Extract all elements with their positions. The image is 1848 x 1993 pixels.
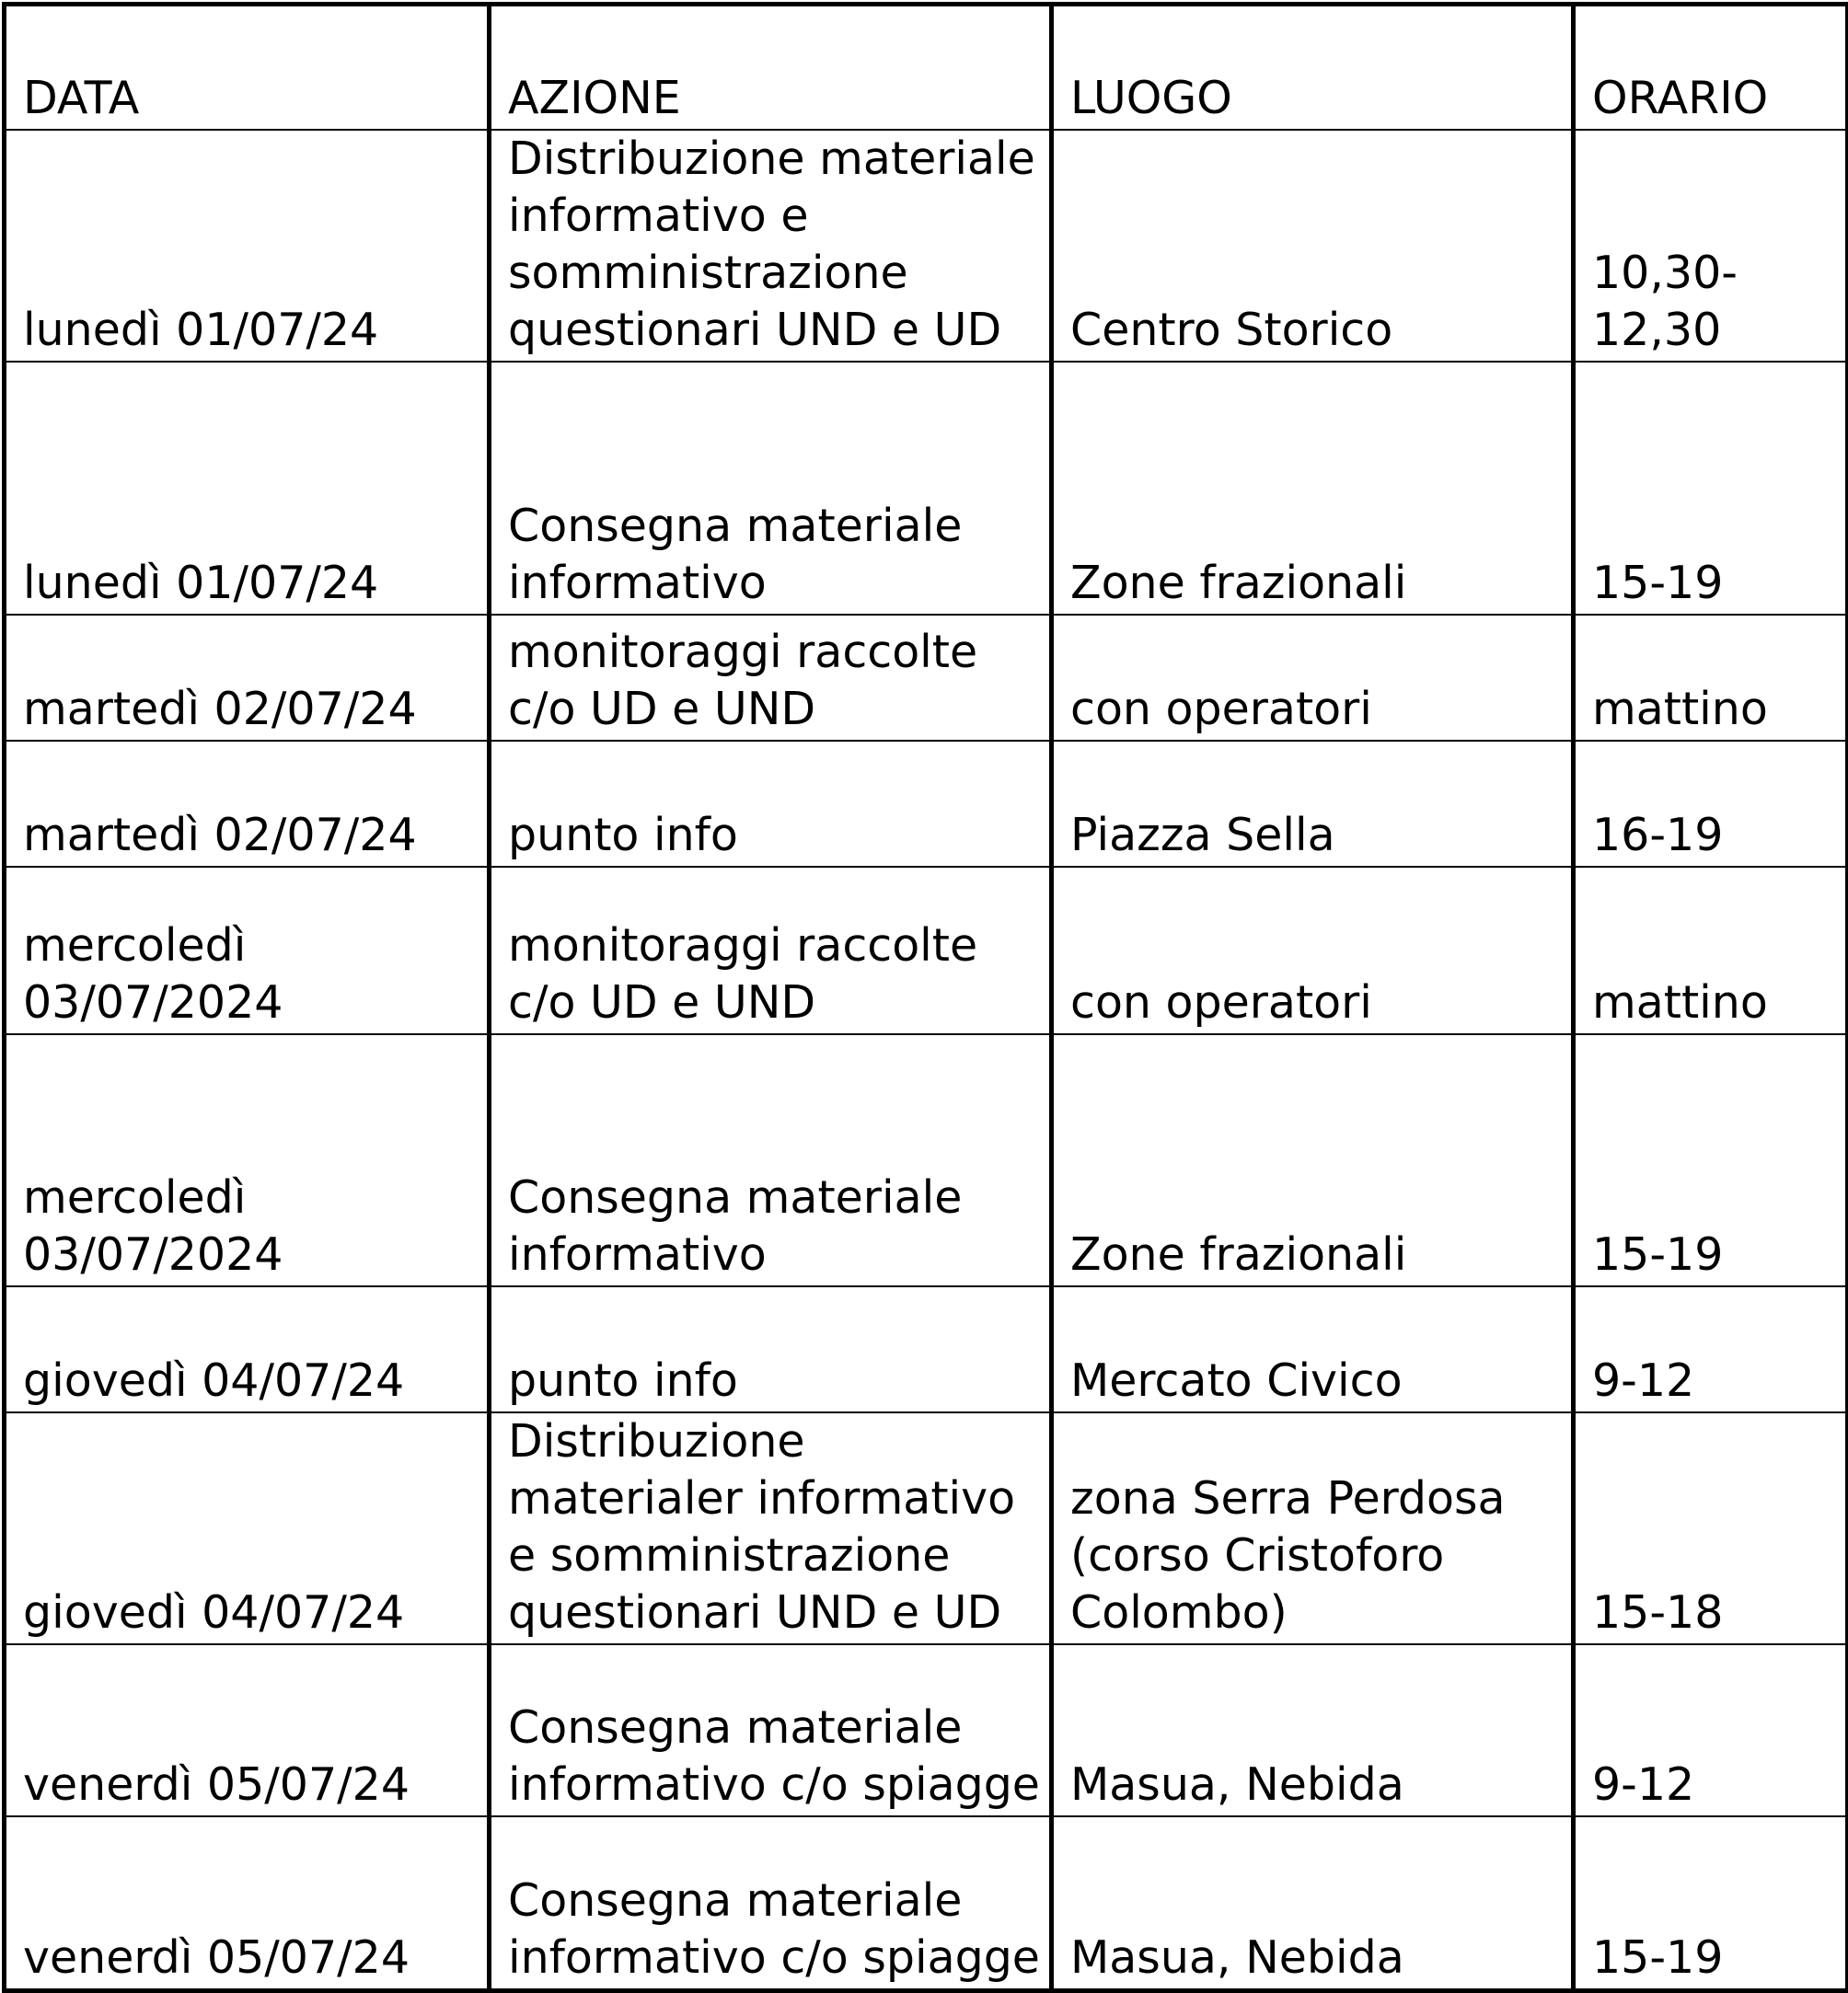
- header-row: [5, 5, 1847, 130]
- cell-data: mercoledì 03/07/2024: [5, 1034, 490, 1286]
- cell-luogo: Centro Storico: [1052, 130, 1574, 362]
- table-row: [5, 362, 1847, 615]
- cell-luogo: con operatori: [1052, 867, 1574, 1034]
- table-row: [5, 130, 1847, 362]
- cell-orario: mattino: [1574, 615, 1847, 741]
- cell-orario: 15-18: [1574, 1412, 1847, 1644]
- cell-orario: 10,30-12,30: [1574, 130, 1847, 362]
- cell-azione: punto info: [490, 741, 1052, 867]
- cell-orario: 9-12: [1574, 1286, 1847, 1412]
- cell-orario: 9-12: [1574, 1644, 1847, 1816]
- cell-luogo: Zone frazionali: [1052, 362, 1574, 615]
- cell-azione: Consegna materiale informativo: [490, 1034, 1052, 1286]
- cell-data: lunedì 01/07/24: [5, 362, 490, 615]
- table-row: [5, 1286, 1847, 1412]
- cell-data: venerdì 05/07/24: [5, 1644, 490, 1816]
- header-azione: AZIONE: [490, 5, 1052, 130]
- cell-luogo: Masua, Nebida: [1052, 1644, 1574, 1816]
- cell-orario: 15-19: [1574, 1816, 1847, 1991]
- cell-azione: monitoraggi raccolte c/o UD e UND: [490, 867, 1052, 1034]
- cell-azione: Distribuzione materialer informativo e somministrazione questionari UND e UD: [490, 1412, 1052, 1644]
- cell-orario: 15-19: [1574, 362, 1847, 615]
- header-data: DATA: [5, 5, 490, 130]
- cell-data: giovedì 04/07/24: [5, 1412, 490, 1644]
- table-row: [5, 867, 1847, 1034]
- cell-azione: Consegna materiale informativo c/o spiagge: [490, 1644, 1052, 1816]
- cell-data: venerdì 05/07/24: [5, 1816, 490, 1991]
- cell-luogo: Piazza Sella: [1052, 741, 1574, 867]
- table-row: [5, 741, 1847, 867]
- table-row: [5, 1644, 1847, 1816]
- cell-data: giovedì 04/07/24: [5, 1286, 490, 1412]
- cell-luogo: Masua, Nebida: [1052, 1816, 1574, 1991]
- cell-azione: punto info: [490, 1286, 1052, 1412]
- cell-luogo: con operatori: [1052, 615, 1574, 741]
- cell-orario: 16-19: [1574, 741, 1847, 867]
- table-row: [5, 1034, 1847, 1286]
- cell-data: martedì 02/07/24: [5, 615, 490, 741]
- cell-data: mercoledì 03/07/2024: [5, 867, 490, 1034]
- cell-azione: monitoraggi raccolte c/o UD e UND: [490, 615, 1052, 741]
- cell-luogo: Mercato Civico: [1052, 1286, 1574, 1412]
- cell-data: lunedì 01/07/24: [5, 130, 490, 362]
- cell-data: martedì 02/07/24: [5, 741, 490, 867]
- cell-azione: Distribuzione materiale informativo e somministrazione questionari UND e UD: [490, 130, 1052, 362]
- cell-azione: Consegna materiale informativo c/o spiagge: [490, 1816, 1052, 1991]
- cell-azione: Consegna materiale informativo: [490, 362, 1052, 615]
- cell-luogo: Zone frazionali: [1052, 1034, 1574, 1286]
- table-row: [5, 615, 1847, 741]
- header-orario: ORARIO: [1574, 5, 1847, 130]
- cell-orario: 15-19: [1574, 1034, 1847, 1286]
- cell-luogo: zona Serra Perdosa (corso Cristoforo Colombo): [1052, 1412, 1574, 1644]
- table-row: [5, 1412, 1847, 1644]
- cell-orario: mattino: [1574, 867, 1847, 1034]
- schedule-table: [2, 2, 1848, 1993]
- header-luogo: LUOGO: [1052, 5, 1574, 130]
- table-row: [5, 1816, 1847, 1991]
